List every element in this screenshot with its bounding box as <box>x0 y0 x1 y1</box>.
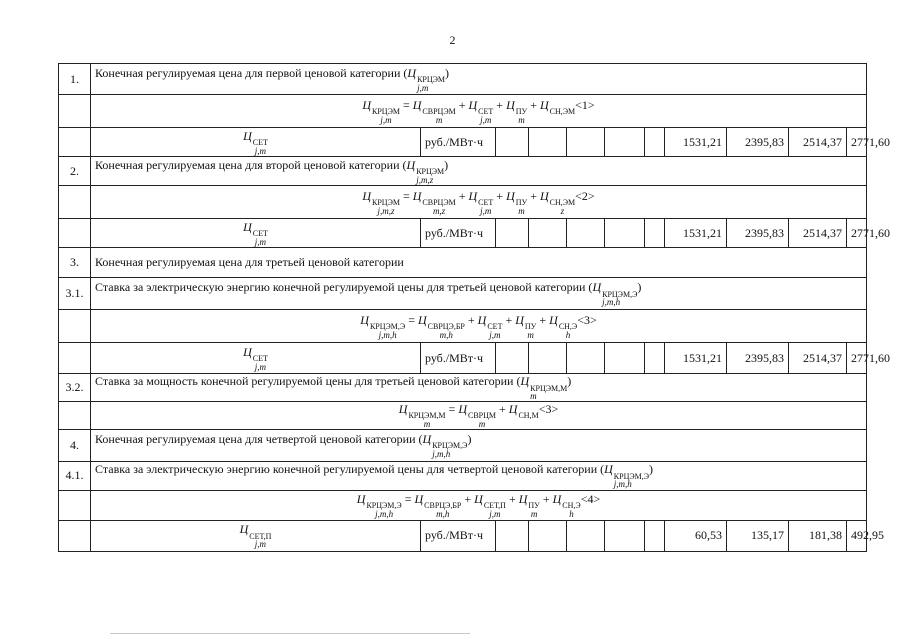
section-title: Ставка за мощность конечной регулируемой цены для третьей ценовой категории (Ц КРЦЭМ,М m ) <box>91 374 867 402</box>
formula-row-3-1 <box>59 310 867 343</box>
section-row-2 <box>59 157 867 186</box>
value-row-3-1 <box>59 343 867 374</box>
row-number: 4. <box>59 429 91 461</box>
formula-row-3-2 <box>59 402 867 430</box>
value-symbol: Ц СЕТ j,m <box>91 219 421 248</box>
price-symbol: Ц КРЦЭМ,Э j,m,h <box>604 462 650 490</box>
row-number: 3. <box>59 248 91 278</box>
section-row-4 <box>59 429 867 461</box>
scan-artifact-line <box>110 633 470 634</box>
section-title: Ставка за электрическую энергию конечной регулируемой цены для четвертой ценовой категории (Ц КРЦЭМ,Э j,m,h ) <box>91 461 867 490</box>
section-row-1 <box>59 64 867 95</box>
value-cell: 135,17 <box>727 520 789 551</box>
value-cell: 2395,83 <box>727 343 789 374</box>
unit-cell: руб./МВт·ч <box>421 343 496 374</box>
value-row-1 <box>59 128 867 157</box>
formula-row-1 <box>59 95 867 128</box>
section-title: Конечная регулируемая цена для второй ценовой категории (Ц КРЦЭМ j,m,z ) <box>91 157 867 186</box>
section-row-3-1 <box>59 278 867 310</box>
value-cell: 2771,60 <box>847 128 867 157</box>
value-cell: 1531,21 <box>665 219 727 248</box>
price-symbol: Ц КРЦЭМ,Э j,m,h <box>422 431 468 459</box>
value-row-2 <box>59 219 867 248</box>
value-symbol: Ц СЕТ j,m <box>91 343 421 374</box>
value-cell: 1531,21 <box>665 128 727 157</box>
value-symbol: Ц СЕТ j,m <box>91 128 421 157</box>
formula: Ц КРЦЭМ,М m = Ц СВРЦМ m + Ц СН,М <3> <box>91 402 867 430</box>
value-cell: 2771,60 <box>847 219 867 248</box>
formula: Ц КРЦЭМ j,m = Ц СВРЦЭМ m + Ц СЕТ j,m + Ц ПУ m + Ц СН,ЭМ <1> <box>91 95 867 128</box>
value-cell: 2395,83 <box>727 219 789 248</box>
formula-row-2 <box>59 186 867 219</box>
formula: Ц КРЦЭМ j,m,z = Ц СВРЦЭМ m,z + Ц СЕТ j,m + Ц ПУ m + Ц СН,ЭМ z <2> <box>91 186 867 219</box>
price-symbol: Ц КРЦЭМ,М m <box>520 374 568 402</box>
formula: Ц КРЦЭМ,Э j,m,h = Ц СВРЦЭ,БР m,h + Ц СЕТ j,m + Ц ПУ m + Ц СН,Э h <3> <box>91 310 867 343</box>
value-cell: 2514,37 <box>789 219 847 248</box>
value-cell: 2771,60 <box>847 343 867 374</box>
unit-cell: руб./МВт·ч <box>421 520 496 551</box>
section-title: Конечная регулируемая цена для четвертой ценовой категории (Ц КРЦЭМ,Э j,m,h ) <box>91 429 867 461</box>
section-row-3 <box>59 248 867 278</box>
value-cell: 2514,37 <box>789 343 847 374</box>
value-cell: 60,53 <box>665 520 727 551</box>
section-title: Конечная регулируемая цена для третьей ценовой категории <box>91 248 867 278</box>
formula: Ц КРЦЭМ,Э j,m,h = Ц СВРЦЭ,БР m,h + Ц СЕТ,П j,m + Ц ПУ m + Ц СН,Э h <4> <box>91 490 867 520</box>
section-row-3-2 <box>59 374 867 402</box>
row-number: 4.1. <box>59 461 91 490</box>
value-row-4-1 <box>59 520 867 551</box>
formula-row-4-1 <box>59 490 867 520</box>
value-cell: 181,38 <box>789 520 847 551</box>
row-number: 1. <box>59 64 91 95</box>
unit-cell: руб./МВт·ч <box>421 219 496 248</box>
row-number: 3.1. <box>59 278 91 310</box>
price-symbol: Ц КРЦЭМ,Э j,m,h <box>592 280 638 308</box>
unit-cell: руб./МВт·ч <box>421 128 496 157</box>
price-symbol: Ц КРЦЭМ j,m,z <box>406 157 445 185</box>
section-title: Конечная регулируемая цена для первой ценовой категории (Ц КРЦЭМ j,m ) <box>91 64 867 95</box>
page-number: 2 <box>449 33 456 47</box>
value-cell: 2514,37 <box>789 128 847 157</box>
tariff-table <box>58 63 890 552</box>
value-cell: 1531,21 <box>665 343 727 374</box>
section-row-4-1 <box>59 461 867 490</box>
price-symbol: Ц КРЦЭМ j,m <box>407 65 446 93</box>
row-number: 3.2. <box>59 374 91 402</box>
value-cell: 2395,83 <box>727 128 789 157</box>
value-cell: 492,95 <box>847 520 867 551</box>
value-symbol: Ц СЕТ,П j,m <box>91 520 421 551</box>
row-number: 2. <box>59 157 91 186</box>
section-title: Ставка за электрическую энергию конечной регулируемой цены для третьей ценовой категории (Ц КРЦЭМ,Э j,m,h ) <box>91 278 867 310</box>
